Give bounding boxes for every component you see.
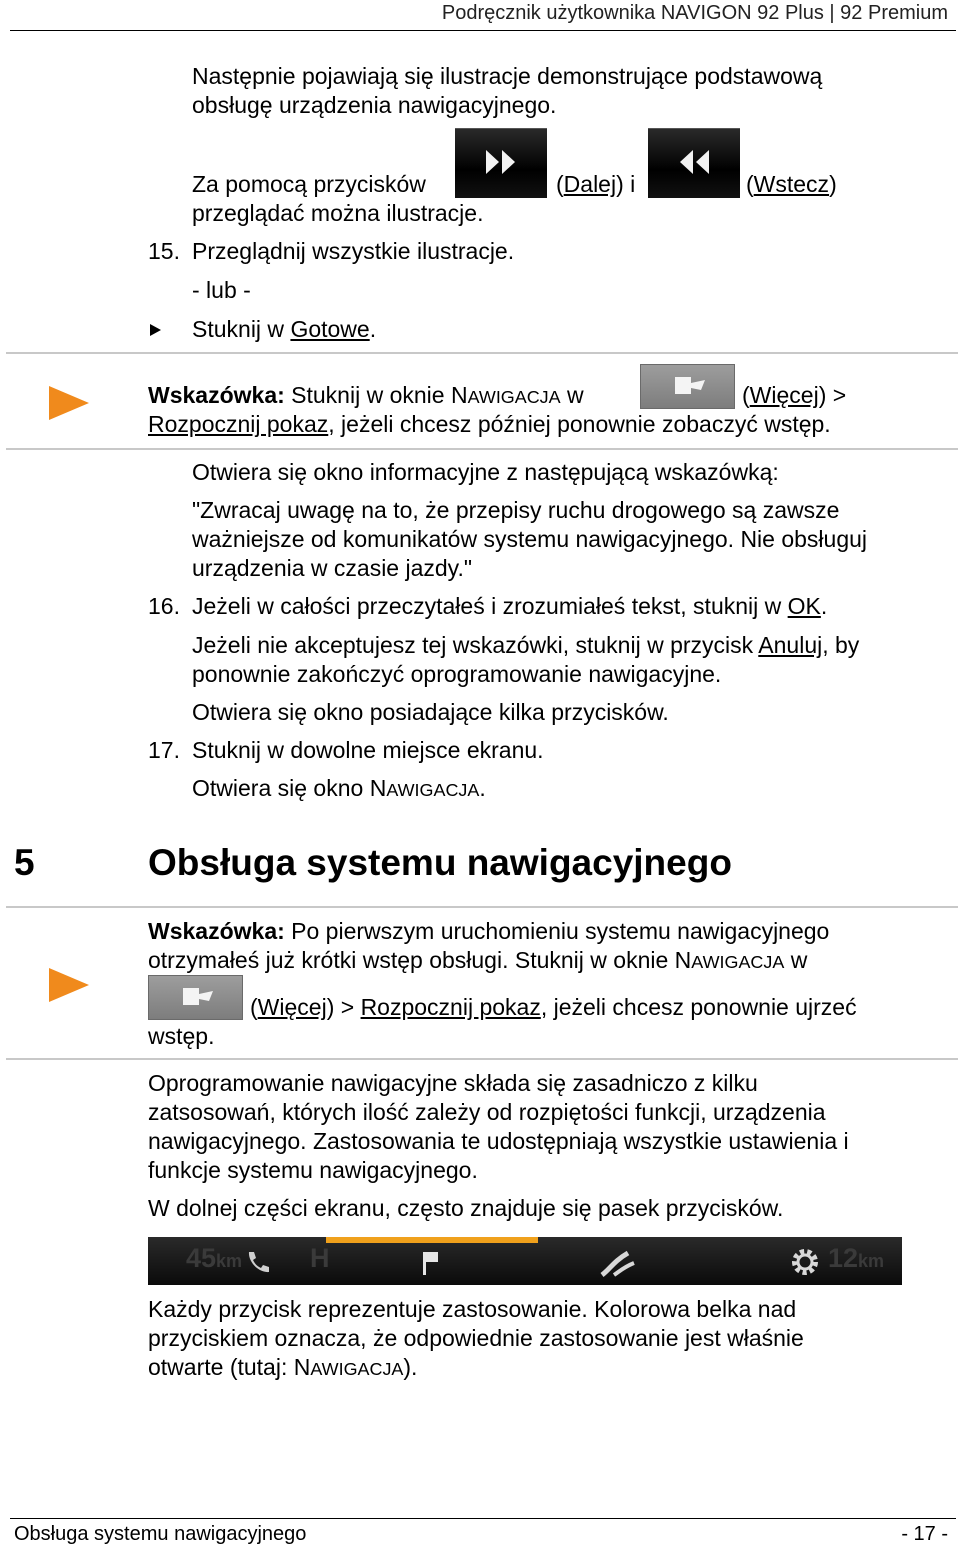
quote-line-1: "Zwracaj uwagę na to, że przepisy ruchu drogowego są zawsze bbox=[192, 497, 840, 523]
buttons-text-end: przeglądać można ilustracje. bbox=[192, 200, 484, 226]
section-number: 5 bbox=[14, 842, 35, 883]
step-15-number: 15. bbox=[148, 238, 180, 264]
step-15-text: Przeglądnij wszystkie ilustracje. bbox=[192, 238, 515, 264]
tip-1-more: (Więcej) > bbox=[742, 382, 847, 408]
tip-2-line-4: wstęp. bbox=[148, 1023, 215, 1049]
header-rule bbox=[10, 30, 956, 31]
tip-2-top-rule bbox=[6, 906, 958, 908]
more-icon-2 bbox=[149, 976, 242, 1019]
toolbar-h-label: H bbox=[310, 1243, 330, 1273]
page-number: - 17 - bbox=[901, 1523, 948, 1545]
done-link[interactable]: Gotowe bbox=[290, 316, 370, 342]
step-17-number: 17. bbox=[148, 737, 180, 763]
flag-icon bbox=[420, 1249, 442, 1277]
buttons-text: Za pomocą przycisków bbox=[192, 171, 426, 197]
fast-forward-icon bbox=[455, 128, 547, 198]
step-16-opens: Otwiera się okno posiadające kilka przycisków. bbox=[192, 699, 669, 725]
quote-line-3: urządzenia w czasie jazdy." bbox=[192, 555, 473, 581]
step-17-opens: Otwiera się okno NAWIGACJA. bbox=[192, 775, 486, 801]
body-p3-line-2: przyciskiem oznacza, że odpowiednie zastosowanie jest właśnie bbox=[148, 1325, 804, 1351]
next-label: (Dalej) i bbox=[556, 171, 636, 197]
intro-line-2: obsługę urządzenia nawigacyjnego. bbox=[192, 92, 557, 118]
step-17-text: Stuknij w dowolne miejsce ekranu. bbox=[192, 737, 544, 763]
info-opens: Otwiera się okno informacyjne z następującą wskazówką: bbox=[192, 459, 779, 485]
start-show-link-2[interactable]: Rozpocznij pokaz bbox=[360, 994, 541, 1020]
next-link[interactable]: Dalej bbox=[563, 171, 617, 197]
route-icon bbox=[596, 1247, 640, 1279]
start-show-link[interactable]: Rozpocznij pokaz bbox=[148, 411, 329, 437]
back-button-image bbox=[648, 128, 740, 198]
more-icon bbox=[641, 365, 734, 408]
phone-icon bbox=[244, 1249, 270, 1275]
more-link[interactable]: Więcej bbox=[749, 382, 819, 408]
body-p3-line-3: otwarte (tutaj: NAWIGACJA). bbox=[148, 1354, 418, 1380]
toolbar-left-number: 45km bbox=[186, 1243, 243, 1273]
section-title: Obsługa systemu nawigacyjnego bbox=[148, 842, 732, 883]
body-p1-line-1: Oprogramowanie nawigacyjne składa się zasadniczo z kilku bbox=[148, 1070, 758, 1096]
ok-link[interactable]: OK bbox=[787, 593, 821, 619]
tip-1-top-rule bbox=[6, 352, 958, 354]
bullet-icon bbox=[150, 324, 161, 336]
page-header: Podręcznik użytkownika NAVIGON 92 Plus | 92 Premium bbox=[441, 2, 948, 24]
tip-1-line-2: Rozpocznij pokaz, jeżeli chcesz później ponownie zobaczyć wstęp. bbox=[148, 411, 831, 437]
tip-2-bottom-rule bbox=[6, 1058, 958, 1060]
tip-arrow-icon-2 bbox=[49, 968, 89, 1002]
quote-line-2: ważniejsze od komunikatów systemu nawigacyjnego. Nie obsługuj bbox=[192, 526, 868, 552]
intro-line-1: Następnie pojawiają się ilustracje demonstrujące podstawową bbox=[192, 63, 823, 89]
button-bar-image bbox=[148, 1237, 902, 1285]
rewind-icon bbox=[648, 128, 740, 198]
footer-rule bbox=[10, 1518, 956, 1519]
back-link[interactable]: Wstecz bbox=[753, 171, 830, 197]
step-16-number: 16. bbox=[148, 593, 180, 619]
more-link-2[interactable]: Więcej bbox=[257, 994, 327, 1020]
more-button-image-2 bbox=[148, 975, 243, 1020]
footer-title: Obsługa systemu nawigacyjnego bbox=[14, 1523, 307, 1545]
body-p3-line-1: Każdy przycisk reprezentuje zastosowanie. Kolorowa belka nad bbox=[148, 1296, 797, 1322]
tip-2-line-3: (Więcej) > Rozpocznij pokaz, jeżeli chcesz ponownie ujrzeć bbox=[250, 994, 857, 1020]
toolbar-right-number: 12km bbox=[828, 1243, 885, 1273]
body-p1-line-2: zatsosowań, których ilość zależy od rozpiętości funkcji, urządzenia bbox=[148, 1099, 826, 1125]
next-button-image bbox=[455, 128, 547, 198]
body-p1-line-4: funkcje systemu nawigacyjnego. bbox=[148, 1157, 478, 1183]
active-app-bar bbox=[326, 1237, 538, 1243]
step-16-decline-1: Jeżeli nie akceptujesz tej wskazówki, stuknij w przycisk Anuluj, by bbox=[192, 632, 860, 658]
tip-1-bottom-rule bbox=[6, 448, 958, 450]
step-16-text: Jeżeli w całości przeczytałeś i zrozumiałeś tekst, stuknij w OK. bbox=[192, 593, 828, 619]
tip-2-line-2: otrzymałeś już krótki wstęp obsługi. Stuknij w oknie NAWIGACJA w bbox=[148, 947, 808, 973]
or-text: - lub - bbox=[192, 277, 251, 303]
step-15-tap: Stuknij w Gotowe. bbox=[192, 316, 377, 342]
and-text: i bbox=[630, 171, 636, 197]
body-p1-line-3: nawigacyjnego. Zastosowania te udostępniają wszystkie ustawienia i bbox=[148, 1128, 849, 1154]
step-16-decline-2: ponownie zakończyć oprogramowanie nawigacyjne. bbox=[192, 661, 722, 687]
tip-arrow-icon bbox=[49, 386, 89, 420]
tip-2-line-1: Wskazówka: Po pierwszym uruchomieniu systemu nawigacyjnego bbox=[148, 918, 830, 944]
more-button-image bbox=[640, 364, 735, 409]
tip-1-line-1: Wskazówka: Stuknij w oknie NAWIGACJA w bbox=[148, 382, 584, 408]
settings-gear-icon bbox=[789, 1246, 821, 1278]
cancel-link[interactable]: Anuluj bbox=[758, 632, 823, 658]
back-label: (Wstecz) bbox=[746, 171, 837, 197]
body-p2: W dolnej części ekranu, często znajduje się pasek przycisków. bbox=[148, 1195, 784, 1221]
